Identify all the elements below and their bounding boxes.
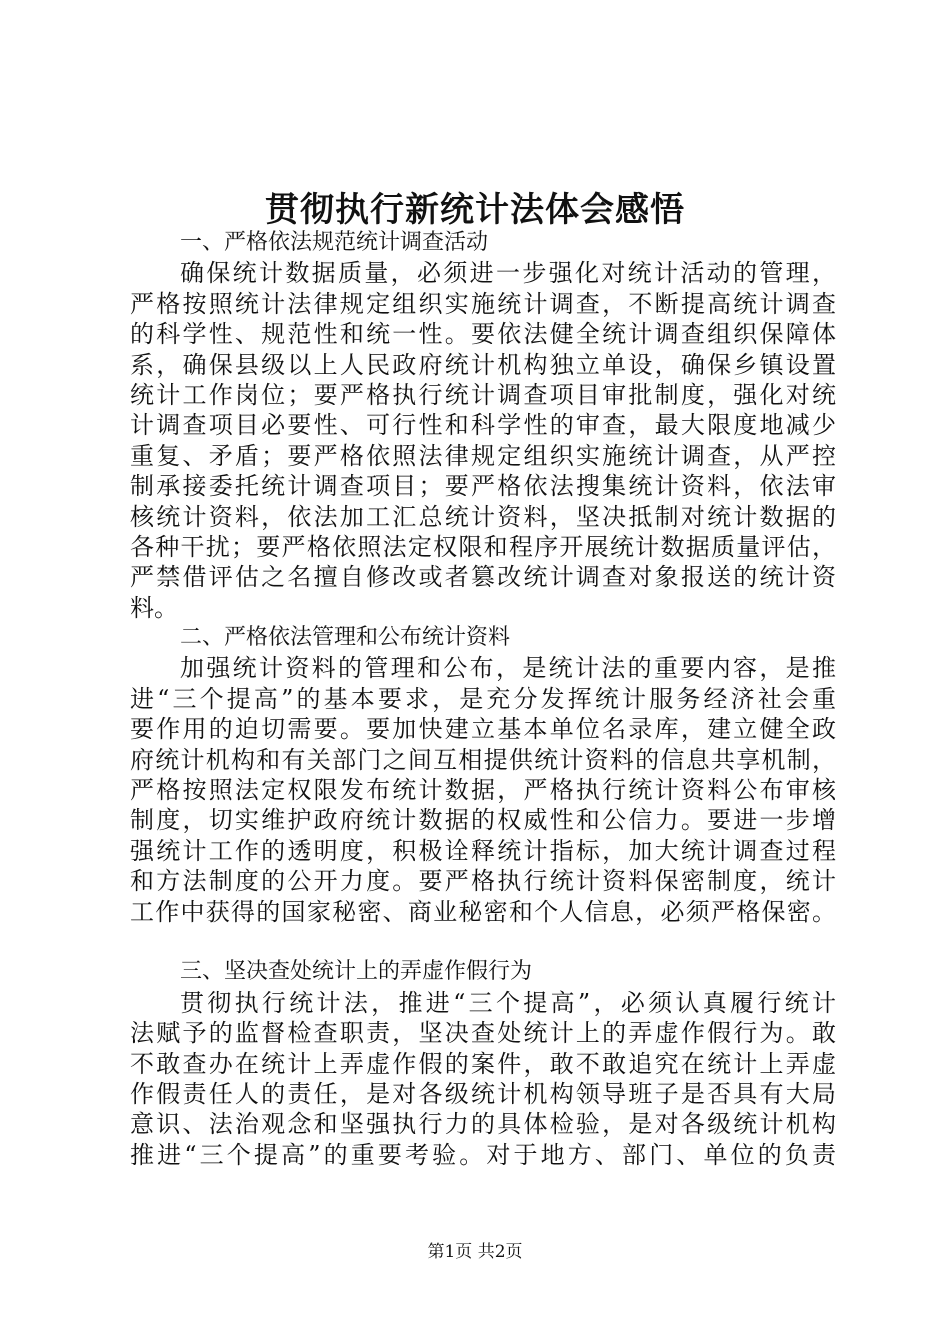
section-heading: 一、严格依法规范统计调查活动: [180, 230, 489, 255]
paragraph-line: 核统计资料，依法加工汇总统计资料，坚决抵制对统计数据的: [130, 502, 836, 531]
paragraph-line: 料。: [130, 593, 178, 622]
section-heading: 三、坚决查处统计上的弄虚作假行为: [180, 959, 533, 985]
paragraph-line: 意识、法治观念和坚强执行力的具体检验，是对各级统计机构: [130, 1110, 836, 1139]
page-footer: 第1页 共2页: [427, 1242, 523, 1262]
paragraph-line: 的科学性、规范性和统一性。要依法健全统计调查组织保障体: [130, 320, 836, 349]
paragraph-line: 统计工作岗位；要严格执行统计调查项目审批制度，强化对统: [130, 380, 836, 409]
paragraph-line: 推进“三个提高”的重要考验。对于地方、部门、单位的负责: [130, 1140, 836, 1169]
paragraph-line: 作假责任人的责任，是对各级统计机构领导班子是否具有大局: [130, 1079, 836, 1108]
paragraph-line: 严禁借评估之名擅自修改或者篡改统计调查对象报送的统计资: [130, 563, 836, 592]
page-title: 贯彻执行新统计法体会感悟: [265, 190, 685, 230]
paragraph-line: 贯彻执行统计法，推进“三个提高”，必须认真履行统计: [180, 988, 836, 1017]
paragraph-line: 各种干扰；要严格依照法定权限和程序开展统计数据质量评估，: [130, 532, 836, 561]
section-heading: 二、严格依法管理和公布统计资料: [180, 625, 511, 651]
paragraph-line: 严格按照法定权限发布统计数据，严格执行统计资料公布审核: [130, 776, 836, 805]
paragraph-spacer: [130, 927, 836, 957]
paragraph-line: 和方法制度的公开力度。要严格执行统计资料保密制度，统计: [130, 867, 836, 896]
paragraph-line: 加强统计资料的管理和公布，是统计法的重要内容，是推: [180, 654, 836, 683]
document-body: [130, 228, 836, 1170]
paragraph-line: 进“三个提高”的基本要求，是充分发挥统计服务经济社会重: [130, 684, 836, 713]
paragraph-line: 要作用的迫切需要。要加快建立基本单位名录库，建立健全政: [130, 715, 836, 744]
paragraph-line: 法赋予的监督检查职责，坚决查处统计上的弄虚作假行为。敢: [130, 1019, 836, 1048]
paragraph-line: 制度，切实维护政府统计数据的权威性和公信力。要进一步增: [130, 806, 836, 835]
paragraph-line: 严格按照统计法律规定组织实施统计调查，不断提高统计调查: [130, 289, 836, 318]
paragraph-line: 系，确保县级以上人民政府统计机构独立单设，确保乡镇设置: [130, 350, 836, 379]
paragraph-line: 制承接委托统计调查项目；要严格依法搜集统计资料，依法审: [130, 472, 836, 501]
paragraph-line: 确保统计数据质量，必须进一步强化对统计活动的管理，: [180, 259, 836, 288]
paragraph-line: 不敢查办在统计上弄虚作假的案件，敢不敢追究在统计上弄虚: [130, 1049, 836, 1078]
paragraph-line: 计调查项目必要性、可行性和科学性的审查，最大限度地减少: [130, 411, 836, 440]
paragraph-line: 强统计工作的透明度，积极诠释统计指标，加大统计调查过程: [130, 836, 836, 865]
paragraph-line: 府统计机构和有关部门之间互相提供统计资料的信息共享机制，: [130, 745, 836, 774]
paragraph-line: 重复、矛盾；要严格依照法律规定组织实施统计调查，从严控: [130, 441, 836, 470]
paragraph-line: 工作中获得的国家秘密、商业秘密和个人信息，必须严格保密。: [130, 897, 836, 926]
